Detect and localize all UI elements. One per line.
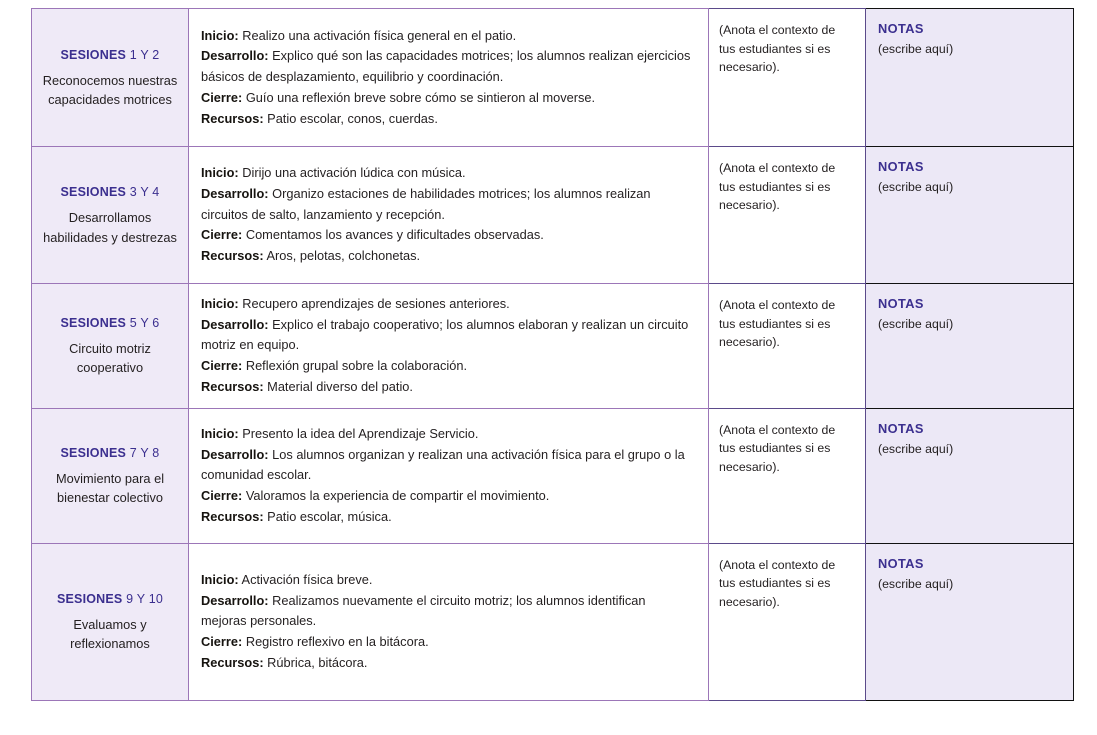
session-keyword: SESIONES bbox=[60, 185, 127, 200]
cierre-text: Reflexión grupal sobre la colaboración. bbox=[245, 358, 468, 374]
notas-cell[interactable] bbox=[866, 284, 1074, 409]
notas-title: NOTAS bbox=[878, 555, 924, 571]
session-planning-table bbox=[31, 8, 1074, 701]
cierre-label: Cierre: bbox=[201, 89, 243, 105]
session-cell bbox=[32, 408, 189, 543]
notas-placeholder: (escribe aquí) bbox=[878, 441, 954, 456]
contexto-note: (Anota el contexto de tus estudiantes si es necesario). bbox=[719, 557, 836, 609]
momento-cierre bbox=[201, 486, 694, 507]
notas-cell[interactable] bbox=[866, 147, 1074, 284]
momento-recursos bbox=[201, 109, 694, 130]
cierre-label: Cierre: bbox=[201, 633, 243, 649]
momentos-cell bbox=[189, 147, 709, 284]
session-keyword: SESIONES bbox=[60, 445, 127, 460]
momentos-cell bbox=[189, 284, 709, 409]
cierre-text: Comentamos los avances y dificultades observadas. bbox=[245, 227, 544, 243]
contexto-cell[interactable] bbox=[709, 147, 866, 284]
inicio-text: Dirijo una activación lúdica con música. bbox=[242, 165, 466, 181]
recursos-text: Material diverso del patio. bbox=[267, 378, 413, 394]
momento-desarrollo bbox=[201, 315, 694, 356]
table-row bbox=[32, 543, 1074, 700]
momento-cierre bbox=[201, 88, 694, 109]
session-keyword: SESIONES bbox=[60, 316, 127, 331]
session-cell bbox=[32, 9, 189, 147]
desarrollo-label: Desarrollo: bbox=[201, 316, 269, 332]
contexto-cell[interactable] bbox=[709, 284, 866, 409]
session-number: 3 Y 4 bbox=[129, 185, 160, 200]
desarrollo-text: Explico qué son las capacidades motrices; los alumnos realizan ejercicios básicos de desplazamiento, equilibrio y coordinación. bbox=[201, 48, 691, 85]
momento-desarrollo bbox=[201, 445, 694, 486]
inicio-label: Inicio: bbox=[201, 296, 239, 311]
recursos-label: Recursos: bbox=[201, 110, 264, 126]
momento-recursos bbox=[201, 507, 694, 528]
contexto-cell[interactable] bbox=[709, 9, 866, 147]
contexto-note: (Anota el contexto de tus estudiantes si es necesario). bbox=[719, 23, 836, 75]
inicio-label: Inicio: bbox=[201, 27, 239, 43]
recursos-text: Patio escolar, música. bbox=[267, 508, 392, 524]
momento-desarrollo bbox=[201, 591, 694, 632]
momento-cierre bbox=[201, 356, 694, 377]
cierre-text: Valoramos la experiencia de compartir el movimiento. bbox=[245, 487, 550, 503]
desarrollo-text: Explico el trabajo cooperativo; los alumnos elaboran y realizan un circuito motriz en equipo. bbox=[201, 316, 689, 353]
table-row bbox=[32, 147, 1074, 284]
table-row bbox=[32, 408, 1074, 543]
session-number: 7 Y 8 bbox=[129, 445, 160, 460]
session-heading bbox=[42, 590, 178, 608]
session-keyword: SESIONES bbox=[56, 591, 123, 606]
desarrollo-text: Organizo estaciones de habilidades motrices; los alumnos realizan circuitos de salto, lanzamiento y recepción. bbox=[201, 185, 651, 222]
session-heading bbox=[42, 444, 178, 462]
notas-placeholder: (escribe aquí) bbox=[878, 576, 954, 591]
momento-desarrollo bbox=[201, 46, 694, 87]
inicio-text: Recupero aprendizajes de sesiones anteriores. bbox=[242, 296, 510, 311]
inicio-label: Inicio: bbox=[201, 425, 239, 441]
momento-inicio bbox=[201, 294, 694, 315]
cierre-label: Cierre: bbox=[201, 487, 243, 503]
session-heading bbox=[42, 314, 178, 332]
recursos-label: Recursos: bbox=[201, 654, 264, 670]
notas-cell[interactable] bbox=[866, 543, 1074, 700]
notas-title: NOTAS bbox=[878, 159, 924, 174]
notas-cell[interactable] bbox=[866, 9, 1074, 147]
table-body bbox=[32, 9, 1074, 701]
momento-inicio bbox=[201, 570, 694, 591]
session-title: Circuito motriz cooperativo bbox=[69, 341, 151, 376]
momento-inicio bbox=[201, 424, 694, 445]
momento-recursos bbox=[201, 377, 694, 398]
momento-cierre bbox=[201, 225, 694, 246]
session-number: 9 Y 10 bbox=[126, 591, 164, 606]
inicio-text: Realizo una activación física general en el patio. bbox=[242, 27, 517, 43]
desarrollo-text: Realizamos nuevamente el circuito motriz; los alumnos identifican mejoras personales. bbox=[201, 592, 646, 629]
inicio-label: Inicio: bbox=[201, 571, 239, 587]
recursos-text: Patio escolar, conos, cuerdas. bbox=[267, 110, 438, 126]
session-title: Reconocemos nuestras capacidades motrices bbox=[42, 72, 178, 108]
momentos-cell bbox=[189, 543, 709, 700]
notas-title: NOTAS bbox=[878, 296, 924, 311]
momento-recursos bbox=[201, 246, 694, 267]
session-cell bbox=[32, 543, 189, 700]
inicio-text: Presento la idea del Aprendizaje Servicio. bbox=[242, 425, 479, 441]
desarrollo-label: Desarrollo: bbox=[201, 446, 269, 462]
session-keyword: SESIONES bbox=[60, 47, 127, 62]
table-row bbox=[32, 284, 1074, 409]
cierre-text: Registro reflexivo en la bitácora. bbox=[245, 633, 429, 649]
inicio-text: Activación física breve. bbox=[241, 571, 373, 587]
session-number: 5 Y 6 bbox=[129, 316, 160, 331]
recursos-text: Rúbrica, bitácora. bbox=[267, 654, 368, 670]
momentos-cell bbox=[189, 408, 709, 543]
session-title: Desarrollamos habilidades y destrezas bbox=[43, 210, 177, 245]
notas-placeholder: (escribe aquí) bbox=[878, 180, 954, 194]
cierre-label: Cierre: bbox=[201, 358, 243, 374]
session-title: Evaluamos y reflexionamos bbox=[70, 616, 150, 652]
momento-recursos bbox=[201, 653, 694, 674]
recursos-text: Aros, pelotas, colchonetas. bbox=[266, 248, 421, 264]
momento-desarrollo bbox=[201, 184, 694, 225]
desarrollo-label: Desarrollo: bbox=[201, 48, 269, 64]
inicio-label: Inicio: bbox=[201, 165, 239, 181]
recursos-label: Recursos: bbox=[201, 378, 264, 394]
notas-placeholder: (escribe aquí) bbox=[878, 42, 954, 56]
session-heading bbox=[42, 183, 178, 201]
notas-title: NOTAS bbox=[878, 420, 924, 436]
notas-placeholder: (escribe aquí) bbox=[878, 317, 954, 331]
momento-inicio bbox=[201, 26, 694, 47]
contexto-note: (Anota el contexto de tus estudiantes si es necesario). bbox=[719, 298, 836, 350]
contexto-note: (Anota el contexto de tus estudiantes si es necesario). bbox=[719, 422, 836, 474]
contexto-cell[interactable] bbox=[709, 408, 866, 543]
momento-inicio bbox=[201, 163, 694, 184]
desarrollo-label: Desarrollo: bbox=[201, 185, 269, 201]
table-row bbox=[32, 9, 1074, 147]
desarrollo-text: Los alumnos organizan y realizan una activación física para el grupo o la comunidad escolar. bbox=[201, 446, 685, 483]
momentos-cell bbox=[189, 9, 709, 147]
notas-cell[interactable] bbox=[866, 408, 1074, 543]
session-heading bbox=[42, 46, 178, 64]
contexto-note: (Anota el contexto de tus estudiantes si es necesario). bbox=[719, 161, 836, 213]
contexto-cell[interactable] bbox=[709, 543, 866, 700]
recursos-label: Recursos: bbox=[201, 248, 264, 264]
session-title: Movimiento para el bienestar colectivo bbox=[55, 470, 165, 506]
session-number: 1 Y 2 bbox=[129, 47, 160, 62]
notas-title: NOTAS bbox=[878, 21, 924, 36]
momento-cierre bbox=[201, 632, 694, 653]
cierre-text: Guío una reflexión breve sobre cómo se sintieron al moverse. bbox=[245, 89, 596, 105]
recursos-label: Recursos: bbox=[201, 508, 264, 524]
session-cell bbox=[32, 284, 189, 409]
session-cell bbox=[32, 147, 189, 284]
cierre-label: Cierre: bbox=[201, 227, 243, 243]
desarrollo-label: Desarrollo: bbox=[201, 592, 269, 608]
